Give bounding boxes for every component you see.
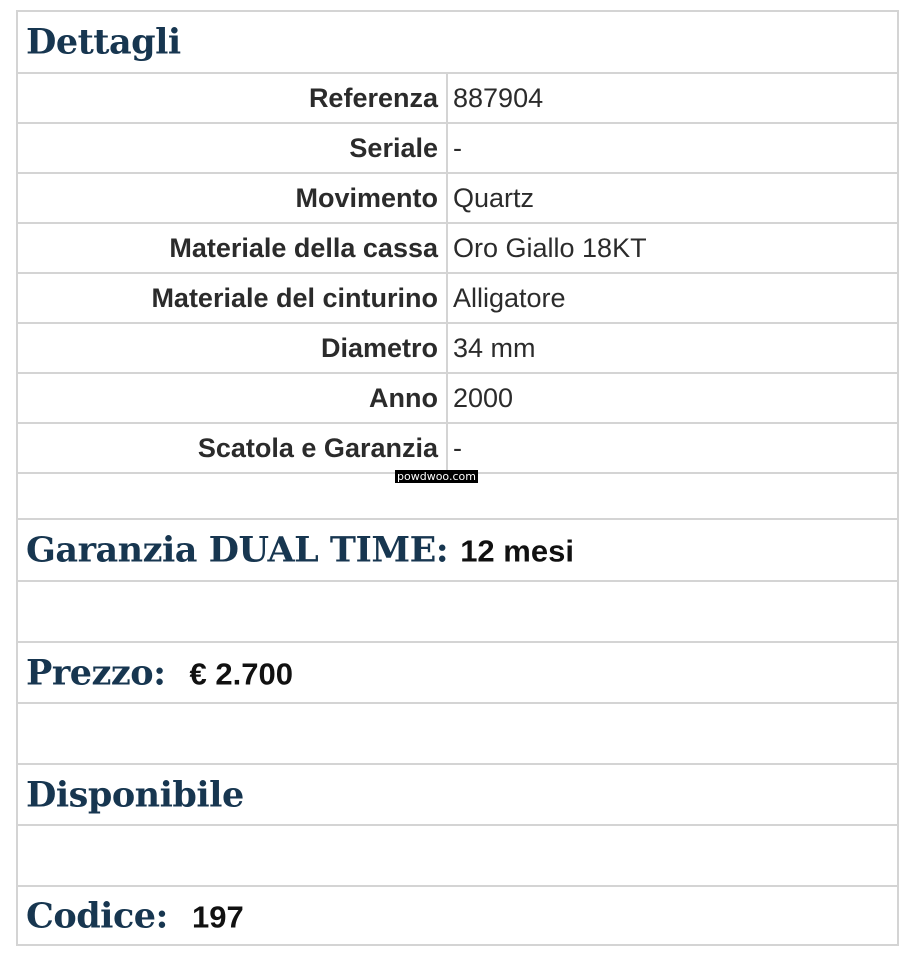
code-value: 197 [191,899,244,934]
column-divider [446,74,448,122]
details-title: Dettagli [26,21,181,63]
spec-label: Seriale [349,132,438,163]
column-divider [446,174,448,222]
watermark-badge: powdwoo.com [397,470,476,483]
code-label: Codice: [26,895,168,936]
spec-row-box-warranty [18,424,897,474]
spec-row-reference [18,74,897,124]
warranty-value: 12 mesi [460,533,574,569]
price-label: Prezzo: [26,652,166,693]
spacer-row [18,582,897,643]
availability-row [18,765,897,826]
warranty-row [18,520,897,582]
spec-value: 887904 [453,82,544,113]
spacer-row [18,826,897,887]
column-divider [446,374,448,422]
column-divider [446,324,448,372]
spec-row-strap-material [18,274,897,324]
code-line [26,895,244,936]
spec-row-diameter [18,324,897,374]
spacer-row [18,704,897,765]
spec-value: - [453,132,462,163]
spec-label: Materiale del cinturino [151,282,438,313]
price-value: € 2.700 [189,656,293,691]
availability-label: Disponibile [26,774,244,815]
spec-label: Diametro [320,332,438,363]
spec-row-case-material [18,224,897,274]
column-divider [446,224,448,272]
spec-value: Alligatore [453,282,566,313]
spec-row-movement [18,174,897,224]
spec-value: Oro Giallo 18KT [453,232,647,263]
spec-value: - [453,432,462,463]
spec-label: Anno [369,382,438,413]
spec-row-serial [18,124,897,174]
details-header-row [18,12,897,74]
price-line [26,652,293,693]
warranty-label: Garanzia DUAL TIME: [26,529,449,571]
spec-value: Quartz [453,182,535,213]
column-divider [446,124,448,172]
spec-value: 2000 [453,382,514,413]
spec-value: 34 mm [453,332,536,363]
spec-label: Referenza [308,82,438,113]
price-row [18,643,897,704]
column-divider [446,424,448,472]
spec-label: Materiale della cassa [169,232,438,263]
column-divider [446,274,448,322]
spec-label: Movimento [295,182,438,213]
spec-label: Scatola e Garanzia [197,432,438,463]
warranty-line [26,530,574,571]
spec-row-year [18,374,897,424]
code-row [18,887,897,944]
